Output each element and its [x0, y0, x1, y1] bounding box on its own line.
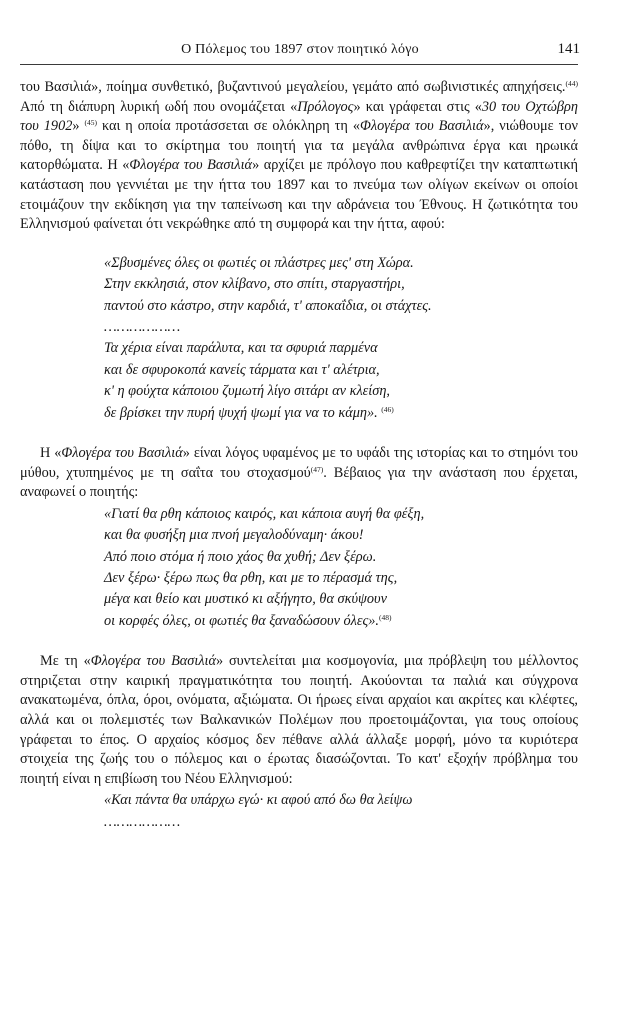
text-run: του Βασιλιά», ποίημα συνθετικό, βυζαντινού μεγαλείου, γεμάτο από σωβινιστικές απηχήσεις.: [20, 79, 566, 95]
footnote-ref-48: (48): [379, 612, 392, 622]
verse-line: Τα χέρια είναι παράλυτα, και τα σφυριά παρμένα: [104, 340, 378, 357]
work-title-prologos: Πρόλογος: [297, 98, 354, 115]
text-run: Από τη διάπυρη λυρική ωδή που ονομάζεται «: [20, 98, 298, 115]
verse-ellipsis: ………………: [104, 318, 181, 335]
text-run: Η «: [40, 445, 62, 461]
verse-line: «Γιατί θα ρθη κάποιος καιρός, και κάποια αυγή θα φέξη,: [104, 505, 425, 522]
header-rule: [20, 64, 578, 65]
verse-line-last: [104, 611, 578, 632]
text-run: Με τη «: [40, 653, 91, 670]
page-number: 141: [557, 41, 580, 57]
verse-line: και δε σφυροκοπά κανείς τάρματα και τ' αλέτρια,: [104, 361, 380, 378]
text-run: » είναι λόγος υφαμένος με το υφάδι της ιστορίας και το στημόνι του μύθου, χτυπημένος με τη σαΐτα του στοχασμού: [20, 445, 578, 481]
work-title-flogera: Φλογέρα του Βασιλιά: [360, 118, 484, 135]
running-header: [20, 42, 580, 62]
verse-quote-3: [20, 790, 578, 833]
verse-ellipsis: ………………: [104, 813, 181, 830]
verse-text: οι κορφές όλες, οι φωτιές θα ξαναδώσουν όλες».: [104, 612, 379, 629]
work-title-flogera: Φλογέρα του Βασιλιά: [129, 157, 253, 174]
footnote-ref-44: (44): [565, 79, 578, 88]
text-run: » αρχίζει με πρόλογο που καθρεφτίζει την καταπτωτική κατάσταση που γεννιέται με την ήττα του 1897 και το πνεύμα των ολίγων εκείνων οι οποίοι ετοιμάζουν την εκδίκηση για την ταπείνωση και την αδράνεια του Έθνους. Η ζωτικότητα του Ελληνισμού φαίνεται ότι νεκρώθηκε από τη συμφορά και την ήττα, αφού:: [20, 157, 578, 233]
text-run: » και γράφεται στις «: [353, 98, 482, 115]
verse-line: «Σβυσμένες όλες οι φωτιές οι πλάστρες μες' στη Χώρα.: [104, 254, 414, 271]
verse-text: δε βρίσκει την πυρή ψυχή ψωμί για να το κάμη».: [104, 404, 378, 421]
footnote-ref-46: (46): [381, 404, 394, 414]
work-title-flogera: Φλογέρα του Βασιλιά: [90, 653, 216, 670]
verse-quote-1: [20, 253, 578, 424]
body-text: [20, 78, 578, 833]
verse-line: Δεν ξέρω· ξέρω πως θα ρθη, και με το πέρασμά της,: [104, 570, 398, 586]
text-run: και η οποία προτάσσεται σε ολόκληρη τη «: [96, 118, 361, 135]
running-title: Ο Πόλεμος του 1897 στον ποιητικό λόγο: [181, 42, 419, 57]
poem-date: 30 του Οχτώβρη του 1902: [20, 98, 579, 135]
verse-line-last: [104, 403, 578, 424]
paragraph-1: [20, 78, 578, 235]
verse-line: μέγα και θείο και μυστικό κι αξήγητο, θα σκύψουν: [104, 591, 387, 608]
text-run: . Βέβαιος για την ανάσταση που έρχεται, αναφωνεί ο ποιητής:: [20, 464, 578, 501]
paragraph-3: [20, 652, 578, 789]
verse-line: Στην εκκλησιά, στον κλίβανο, στο σπίτι, σταργαστήρι,: [104, 276, 405, 293]
footnote-ref-45: (45): [84, 118, 97, 128]
text-run: » συντελείται μια κοσμογονία, μια πρόβλεψη του μέλλοντος στηριζεται στην καιρική πραγματικότητα του ποιητή. Ακούονται τα παλιά και σύγχρονα ανακατωμένα, όπλα, όροι, ονόματα, αξιώματα. Οι ήρωες είναι αρχαίοι και ακρίτες και κλέφτες, αλλά και οι πολεμιστές των Βαλκανικών Πολέμων που προετοιμάζονται, για τους οποίους γράφεται το έπος. Ο αρχαίος κόσμος δεν πέθανε αλλά άλλαξε μορφή, μόνο τα κυριότερα στοιχεία της ζωής του ο πόλεμος και ο έρωτας διασώζονται. Το κατ' εξοχήν πρόβλημα του ποιητή είναι η επιβίωση του Νέου Ελληνισμού:: [20, 653, 578, 787]
verse-line: «Και πάντα θα υπάρχω εγώ· κι αφού από δω θα λείψω: [104, 792, 413, 809]
footnote-ref-47: (47): [310, 464, 324, 474]
verse-quote-2: [20, 504, 578, 632]
text-run: »: [72, 118, 85, 135]
work-title-flogera: Φλογέρα του Βασιλιά: [61, 445, 183, 461]
text-run: », νιώθουμε τον πόθο, τη δίψα και το σκίρτημα του ποιητή για τα μεγάλα ανθρώπινα έργα και ηρωικά κατορθώματα. Η «: [20, 118, 578, 174]
verse-line: παντού στο κάστρο, στην καρδιά, τ' αποκαΐδια, οι στάχτες.: [104, 297, 432, 314]
verse-line: και θα φυσήξη μια πνοή μεγαλοδύναμη· άκου!: [104, 527, 364, 544]
paragraph-2: [20, 444, 578, 503]
verse-line: κ' η φούχτα κάποιου ζυμωτή λίγο σιτάρι αν κλείση,: [104, 383, 390, 400]
verse-line: Από ποιο στόμα ή ποιο χάος θα χυθή; Δεν ξέρω.: [104, 548, 377, 565]
